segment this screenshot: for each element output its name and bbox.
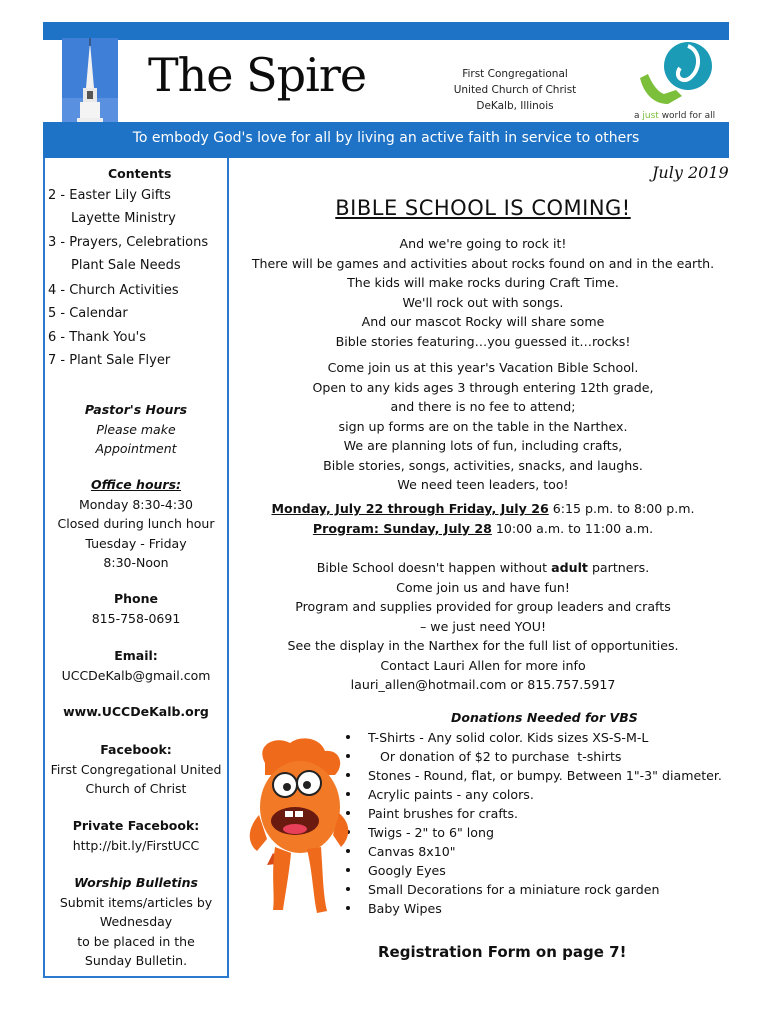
church-name-line: DeKalb, Illinois <box>476 100 554 112</box>
church-name <box>445 66 585 114</box>
website-link[interactable]: www.UCCDeKalb.org <box>63 704 209 719</box>
website-block <box>46 702 226 722</box>
partners-line: Contact Lauri Allen for more info <box>380 657 586 673</box>
toc-item: 7 - Plant Sale Flyer <box>48 353 171 368</box>
mission-tagline: To embody God's love for all by living an active faith in service to others <box>132 130 640 146</box>
bulletins-block <box>46 873 226 971</box>
donation-item <box>346 842 722 861</box>
donations-list <box>346 728 722 918</box>
office-hours-line: Tuesday - Friday <box>85 535 187 551</box>
donation-text: Twigs - 2" to 6" long <box>368 825 494 840</box>
header-panel <box>43 40 729 122</box>
schedule <box>234 499 732 538</box>
bulletins-title: Worship Bulletins <box>74 875 198 890</box>
office-hours-title: Office hours: <box>90 477 182 492</box>
donation-item <box>346 823 722 842</box>
join-line: and there is no fee to attend; <box>390 399 576 414</box>
partners-text: Bible School doesn't happen without <box>316 560 552 575</box>
donation-text: T-Shirts - Any solid color. Kids sizes XS-S-M-L <box>368 730 649 745</box>
just-world-logo <box>630 38 730 124</box>
bulletins-line: Submit items/articles by <box>59 894 213 910</box>
phone-title: Phone <box>113 591 159 606</box>
donations-title: Donations Needed for VBS <box>451 710 638 725</box>
partners-line <box>234 558 732 578</box>
schedule-line <box>234 499 732 519</box>
office-hours-line: Monday 8:30-4:30 <box>79 496 193 512</box>
issue-date: July 2019 <box>652 163 729 182</box>
partners-line: – we just need YOU! <box>420 618 546 634</box>
donation-item <box>346 804 722 823</box>
donation-item <box>346 785 722 804</box>
donation-text: Paint brushes for crafts. <box>368 806 519 821</box>
intro-line: Bible stories featuring…you guessed it…rocks! <box>335 333 631 349</box>
toc-item: 5 - Calendar <box>48 306 128 321</box>
donation-item <box>346 899 722 918</box>
private-facebook-link[interactable]: http://bit.ly/FirstUCC <box>72 837 200 853</box>
facebook-block <box>46 740 226 799</box>
donation-item <box>346 766 722 785</box>
partners-text: partners. <box>587 560 650 575</box>
intro-paragraph <box>234 234 732 351</box>
partners-line: Program and supplies provided for group leaders and crafts <box>295 599 671 614</box>
contents-title: Contents <box>108 166 172 181</box>
headline: BIBLE SCHOOL IS COMING! <box>335 196 631 220</box>
church-name-line: United Church of Christ <box>453 84 577 96</box>
donation-text: Acrylic paints - any colors. <box>368 787 534 802</box>
rocky-mascot-illustration <box>245 735 355 920</box>
donation-text: Small Decorations for a miniature rock garden <box>368 882 660 897</box>
toc-item: Plant Sale Needs <box>71 258 181 273</box>
donation-item <box>346 747 722 766</box>
join-line: We are planning lots of fun, including crafts, <box>343 438 623 453</box>
partners-line: See the display in the Narthex for the full list of opportunities. <box>287 638 679 653</box>
office-hours <box>46 475 226 573</box>
donation-item <box>346 880 722 899</box>
svg-text:a just world for all: a just world for all <box>634 111 716 121</box>
donation-text: Googly Eyes <box>368 863 446 878</box>
schedule-dates: Monday, July 22 through Friday, July 26 <box>271 501 549 516</box>
intro-line: The kids will make rocks during Craft Time. <box>347 275 619 290</box>
header-top-bar <box>43 22 729 40</box>
schedule-times: 6:15 p.m. to 8:00 p.m. <box>548 501 695 516</box>
join-paragraph <box>234 358 732 495</box>
pastor-hours-title: Pastor's Hours <box>84 402 188 417</box>
donation-text: Canvas 8x10" <box>368 844 456 859</box>
partners-bold: adult <box>551 560 588 575</box>
donation-item <box>346 861 722 880</box>
donation-text: Baby Wipes <box>368 901 442 916</box>
facebook-line: Church of Christ <box>85 781 187 796</box>
join-line: Come join us at this year's Vacation Bible School. <box>327 360 639 375</box>
email-block <box>46 646 226 685</box>
join-line: We need teen leaders, too! <box>397 477 569 492</box>
office-hours-line: Closed during lunch hour <box>57 516 215 531</box>
join-line: Bible stories, songs, activities, snacks, and laughs. <box>323 457 643 473</box>
facebook-line: First Congregational United <box>50 761 222 777</box>
private-facebook-title: Private Facebook: <box>72 818 200 833</box>
program-times: 10:00 a.m. to 11:00 a.m. <box>491 520 654 536</box>
schedule-line <box>234 519 732 539</box>
private-facebook-block <box>46 816 226 855</box>
intro-line: And we're going to rock it! <box>399 236 567 251</box>
toc-item: 3 - Prayers, Celebrations <box>48 235 209 250</box>
bulletins-line: Sunday Bulletin. <box>84 953 188 968</box>
toc-item: 4 - Church Activities <box>48 283 179 298</box>
bulletins-line: to be placed in the <box>77 933 195 949</box>
partners-line: Come join us and have fun! <box>396 579 570 595</box>
office-hours-line: 8:30-Noon <box>103 555 169 570</box>
email-address[interactable]: UCCDeKalb@gmail.com <box>61 667 211 683</box>
intro-line: We'll rock out with songs. <box>402 294 564 310</box>
partners-paragraph <box>234 558 732 695</box>
join-line: sign up forms are on the table in the Narthex. <box>338 418 628 434</box>
email-title: Email: <box>114 648 158 663</box>
newsletter-title: The Spire <box>148 48 367 102</box>
phone-number[interactable]: 815-758-0691 <box>91 610 181 626</box>
contact-line[interactable]: lauri_allen@hotmail.com or 815.757.5917 <box>350 677 616 692</box>
join-line: Open to any kids ages 3 through entering 12th grade, <box>312 379 654 395</box>
program-date: Program: Sunday, July 28 <box>312 520 492 536</box>
registration-note: Registration Form on page 7! <box>378 943 627 961</box>
intro-line: There will be games and activities about rocks found on and in the earth. <box>251 255 715 271</box>
toc-item: 2 - Easter Lily Gifts <box>48 188 171 203</box>
pastor-hours-line: Appointment <box>95 441 177 456</box>
bulletins-line: Wednesday <box>99 914 173 929</box>
pastor-hours <box>46 400 226 459</box>
phone-block <box>46 589 226 628</box>
donation-text: Stones - Round, flat, or bumpy. Between 1"-3" diameter. <box>368 768 722 783</box>
donation-item <box>346 728 722 747</box>
toc-item: Layette Ministry <box>71 211 176 226</box>
donation-text: Or donation of $2 to purchase t-shirts <box>368 749 622 764</box>
pastor-hours-line: Please make <box>96 421 176 437</box>
intro-line: And our mascot Rocky will share some <box>361 314 605 329</box>
facebook-title: Facebook: <box>100 742 172 757</box>
toc-item: 6 - Thank You's <box>48 330 147 345</box>
church-name-line: First Congregational <box>462 68 568 80</box>
